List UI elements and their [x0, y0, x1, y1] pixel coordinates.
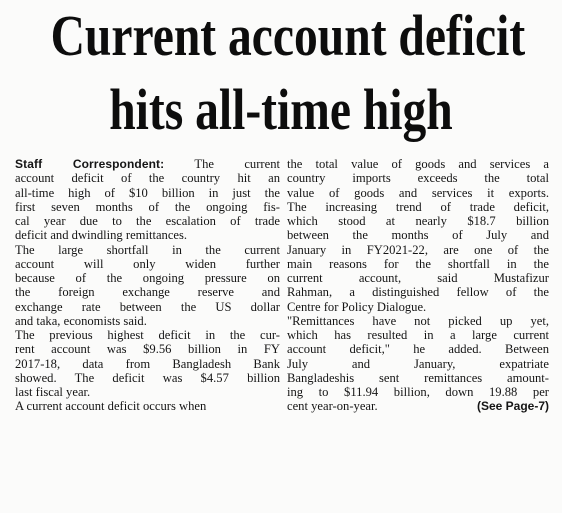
article-line	[287, 314, 549, 328]
article-line	[15, 171, 280, 185]
article-line-text: country imports exceeds the total	[287, 171, 549, 186]
article-line	[287, 328, 549, 342]
article-line	[15, 243, 280, 257]
article-line-text: because of the ongoing pressure on	[15, 271, 280, 285]
article-line-text: main reasons for the shortfall in the	[287, 256, 549, 271]
article-line	[287, 200, 549, 214]
article-line-text: The previous highest deficit in the cur-	[15, 328, 280, 342]
article-line-text: cal year due to the escalation of trade	[15, 214, 280, 228]
article-line	[287, 357, 549, 371]
article-line	[15, 200, 280, 214]
article-column-left	[15, 157, 280, 414]
article-line-text: the total value of goods and services a	[287, 157, 549, 171]
article-line-text: first seven months of the ongoing fis-	[15, 199, 280, 214]
article-line-text: The increasing trend of trade deficit,	[287, 199, 549, 214]
continuation-reference: (See Page-7)	[476, 399, 549, 414]
article-line-text: which stood at nearly $18.7 billion	[287, 214, 549, 228]
article-line	[287, 157, 549, 171]
article-line	[15, 385, 280, 399]
article-line-text: January in FY2021-22, are one of the	[287, 242, 549, 257]
article-line-text: ing to $11.94 billion, down 19.88 per	[287, 385, 549, 399]
article-line-text: July and January, expatriate	[287, 356, 549, 371]
article-line-text: which has resulted in a large current	[287, 328, 549, 342]
article-line-text: account deficit," he added. Between	[287, 342, 549, 357]
headline-line-1: Current account deficit	[50, 3, 526, 68]
article-line	[287, 385, 549, 399]
article-line-text: last fiscal year.	[15, 385, 91, 399]
article-line	[287, 228, 549, 242]
article-line	[15, 214, 280, 228]
article-line	[15, 257, 280, 271]
article-line	[15, 314, 280, 328]
article-line-text: exchange rate between the US dollar	[15, 299, 280, 314]
article-line	[287, 300, 549, 314]
article-line	[287, 271, 549, 285]
article-line	[15, 186, 280, 200]
article-line-text: current account, said Mustafizur	[287, 271, 549, 285]
article-line-text: deficit and dwindling remittances.	[15, 228, 188, 243]
article-line	[287, 285, 549, 299]
article-line	[15, 157, 280, 171]
article-line	[15, 285, 280, 299]
article-line	[287, 257, 549, 271]
article-line	[15, 399, 280, 413]
article-line	[287, 171, 549, 185]
article-line	[15, 357, 280, 371]
article-column-right	[287, 157, 549, 414]
article-line	[287, 342, 549, 356]
article-line	[287, 214, 549, 228]
article-line-text: account will only widen further	[15, 256, 280, 271]
article-line-text: cent year-on-year.	[287, 399, 378, 414]
headline-line-2: hits all-time high	[109, 77, 453, 142]
article-line-text: value of goods and services it exports.	[287, 185, 549, 200]
article-line	[287, 371, 549, 385]
article-line-text: A current account deficit occurs when	[15, 399, 207, 414]
article-line-text: between the months of July and	[287, 228, 549, 243]
article-line	[287, 399, 549, 413]
article-line	[15, 328, 280, 342]
article-line-text: "Remittances have not picked up yet,	[287, 313, 549, 328]
article-line-text: showed. The deficit was $4.57 billion	[15, 370, 280, 385]
article-line-text: all-time high of $10 billion in just the	[15, 185, 280, 200]
article-line-text: Centre for Policy Dialogue.	[287, 299, 427, 314]
article-line-text: Bangladeshis sent remittances amount-	[287, 370, 549, 385]
article-line	[15, 300, 280, 314]
article-line	[15, 228, 280, 242]
article-line-text: the foreign exchange reserve and	[15, 285, 280, 300]
article-line-text: rent account was $9.56 billion in FY	[15, 342, 280, 357]
article-line-text: The large shortfall in the current	[15, 242, 280, 257]
byline: Staff Correspondent:	[15, 157, 165, 171]
article-line	[15, 371, 280, 385]
article-line-text: 2017-18, data from Bangladesh Bank	[15, 356, 280, 371]
article-line-text: Rahman, a distinguished fellow of the	[287, 285, 549, 300]
article-line-text: and taka, economists said.	[15, 313, 147, 328]
article-line	[287, 243, 549, 257]
article-line	[15, 271, 280, 285]
article-line-text: The current	[194, 157, 281, 171]
article-line	[15, 342, 280, 356]
article-line	[287, 186, 549, 200]
article-line-text: account deficit of the country hit an	[15, 171, 280, 186]
